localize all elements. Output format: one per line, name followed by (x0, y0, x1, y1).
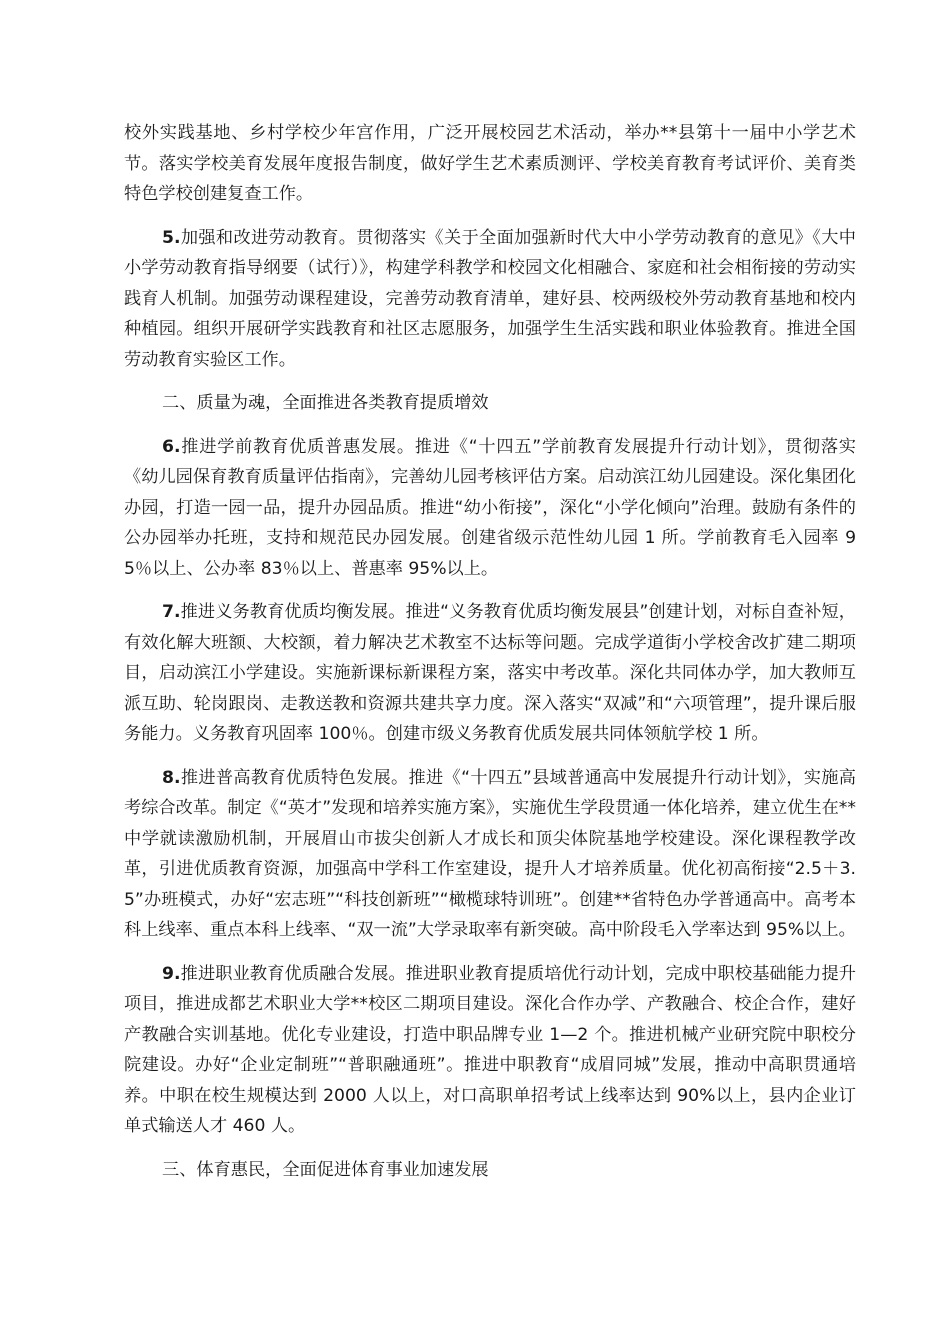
paragraph-item-7 (124, 597, 856, 750)
paragraph-text: 推进学前教育优质普惠发展。推进《“十四五”学前教育发展提升行动计划》，贯彻落实《幼儿园保育教育质量评估指南》，完善幼儿园考核评估方案。启动滨江幼儿园建设。深化集团化办园，打造一园一品，提升办园品质。推进“幼小衔接”，深化“小学化倾向”治理。鼓励有条件的公办园举办托班，支持和规范民办园发展。创建省级示范性幼儿园 1 所。学前教育毛入园率 95％以上、公办率 83％以上、普惠率 95%以上。 (124, 436, 856, 579)
paragraph-text: 校外实践基地、乡村学校少年宫作用，广泛开展校园艺术活动，举办**县第十一届中小学艺术节。落实学校美育发展年度报告制度，做好学生艺术素质测评、学校美育教育考试评价、美育类特色学校创建复查工作。 (124, 123, 856, 204)
section-heading-3 (124, 1155, 856, 1186)
heading-text: 二、质量为魂，全面推进各类教育提质增效 (162, 393, 489, 413)
item-number: 8. (162, 767, 181, 788)
item-number: 5. (162, 227, 181, 248)
item-number: 7. (162, 602, 181, 622)
paragraph-item-9 (124, 959, 856, 1142)
paragraph-continuation (124, 118, 856, 210)
paragraph-text: 加强和改进劳动教育。贯彻落实《关于全面加强新时代大中小学劳动教育的意见》《大中小学劳动教育指导纲要（试行）》，构建学科教学和校园文化相融合、家庭和社会相衔接的劳动实践育人机制。加强劳动课程建设，完善劳动教育清单，建好县、校两级校外劳动教育基地和校内种植园。组织开展研学实践教育和社区志愿服务，加强学生生活实践和职业体验教育。推进全国劳动教育实验区工作。 (124, 227, 856, 370)
paragraph-text: 推进职业教育优质融合发展。推进职业教育提质培优行动计划，完成中职校基础能力提升项目，推进成都艺术职业大学**校区二期项目建设。深化合作办学、产教融合、校企合作，建好产教融合实训基地。优化专业建设，打造中职品牌专业 1—2 个。推进机械产业研究院中职校分院建设。办好“企业定制班”“普职融通班”。推进中职教育“成眉同城”发展，推动中高职贯通培养。中职在校生规模达到 2000 人以上，对口高职单招考试上线率达到 90%以上，县内企业订单式输送人才 460 人。 (124, 963, 856, 1136)
paragraph-item-8 (124, 763, 856, 946)
paragraph-item-5 (124, 223, 856, 376)
heading-text: 三、体育惠民，全面促进体育事业加速发展 (162, 1159, 489, 1180)
section-heading-2 (124, 388, 856, 419)
paragraph-text: 推进义务教育优质均衡发展。推进“义务教育优质均衡发展县”创建计划，对标自查补短，有效化解大班额、大校额，着力解决艺术教室不达标等问题。完成学道街小学校舍改扩建二期项目，启动滨江小学建设。实施新课标新课程方案，落实中考改革。深化共同体办学，加大教师互派互助、轮岗跟岗、走教送教和资源共建共享力度。深入落实“双减”和“六项管理”，提升课后服务能力。义务教育巩固率 100％。创建市级义务教育优质发展共同体领航学校 1 所。 (124, 602, 856, 744)
item-number: 6. (162, 436, 181, 457)
paragraph-item-6 (124, 432, 856, 585)
paragraph-text: 推进普高教育优质特色发展。推进《“十四五”县域普通高中发展提升行动计划》，实施高考综合改革。制定《“英才”发现和培养实施方案》，实施优生学段贯通一体化培养，建立优生在**中学就读激励机制，开展眉山市拔尖创新人才成长和顶尖体院基地学校建设。深化课程教学改革，引进优质教育资源，加强高中学科工作室建设，提升人才培养质量。优化初高衔接“2.5＋3.5”办班模式，办好“宏志班”“科技创新班”“橄榄球特训班”。创建**省特色办学普通高中。高考本科上线率、重点本科上线率、“双一流”大学录取率有新突破。高中阶段毛入学率达到 95%以上。 (124, 767, 856, 940)
document-page (124, 118, 856, 1198)
item-number: 9. (162, 963, 181, 984)
